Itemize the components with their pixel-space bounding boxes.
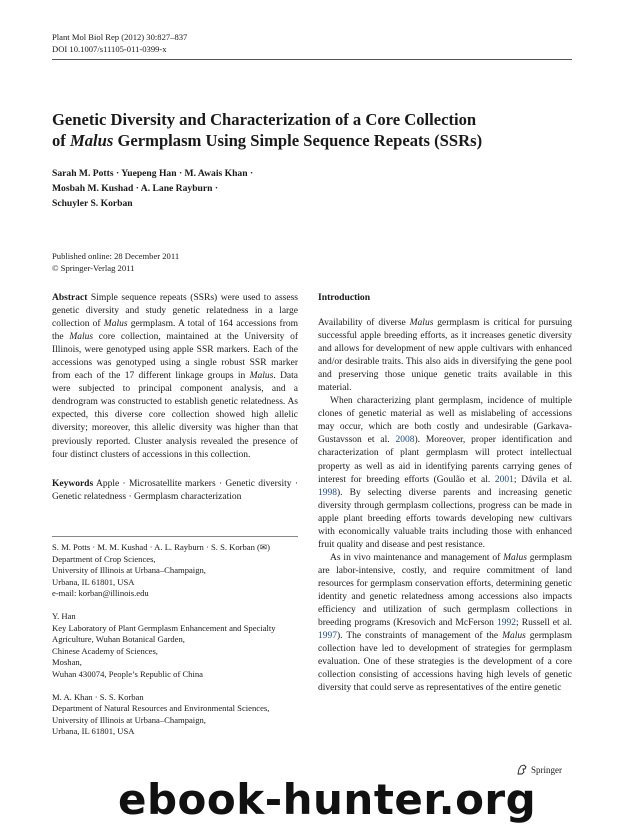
affiliation xyxy=(52,611,298,681)
affiliation xyxy=(52,542,298,600)
affiliation-line: University of Illinois at Urbana–Champaign, xyxy=(52,714,206,725)
affiliation-names: Y. Han xyxy=(52,610,76,621)
right-column xyxy=(318,292,572,695)
keywords-text: Apple · Microsatellite markers · Genetic diversity · Genetic relatedness · Germplasm characterization xyxy=(52,478,298,502)
affiliation-names: S. M. Potts · M. M. Kushad · A. L. Rayburn · S. S. Korban (✉) xyxy=(52,542,270,552)
affiliation xyxy=(52,692,298,738)
keywords xyxy=(52,478,298,504)
author-line: Mosbah M. Kushad · A. Lane Rayburn · xyxy=(52,183,219,194)
affiliation-line: Wuhan 430074, People’s Republic of China xyxy=(52,668,203,679)
springer-horse-icon xyxy=(516,764,528,775)
paragraph: When characterizing plant germplasm, incidence of multiple clones of genetic material as well as mislabeling of accessions may occur, which are both costly and undesirable (Garkava-Gustavsson et al. 2008). Moreover, proper identification and characterization of plant germplasm will protect intellectual property as well as aid in identifying parents carrying genes of interest for breeding efforts (Goulão et al. 2001; Dávila et al. 1998). By selecting diverse parents and increasing genetic diversity through germplasm collections, progress can be made in apple plant breeding efforts towards developing new cultivars with economically valuable traits including those with enhanced fruit quality and disease and pest resistance. xyxy=(318,396,572,550)
title-line-2: of Malus Germplasm Using Simple Sequence Repeats (SSRs) xyxy=(52,131,483,150)
affiliation-line: Chinese Academy of Sciences, xyxy=(52,645,158,656)
publisher-logo xyxy=(516,764,562,775)
paragraph: Availability of diverse Malus germplasm is critical for pursuing successful apple breeding efforts, as it increases genetic diversity and allows for development of new apple cultivars with enhanced and/or desirable traits. This also aids in diversifying the gene pool and preserving those unique genetic traits available in this material. xyxy=(318,318,572,394)
doi: DOI 10.1007/s11105-011-0399-x xyxy=(52,44,167,54)
author-line: Schuyler S. Korban xyxy=(52,198,133,209)
introduction-heading: Introduction xyxy=(318,292,371,303)
watermark: ebook-hunter.org xyxy=(118,775,537,824)
author-list xyxy=(52,166,382,211)
publication-info xyxy=(52,251,179,274)
author-line: Sarah M. Potts · Yuepeng Han · M. Awais Khan · xyxy=(52,168,254,179)
email-link[interactable]: e-mail: korban@illinois.edu xyxy=(52,588,149,599)
copyright: © Springer-Verlag 2011 xyxy=(52,262,135,273)
introduction-body xyxy=(318,317,572,695)
affiliation-line: Department of Natural Resources and Environmental Sciences, xyxy=(52,703,270,714)
affiliation-line: Urbana, IL 61801, USA xyxy=(52,576,135,587)
header-rule xyxy=(52,59,572,60)
citation-link[interactable]: 1998 xyxy=(318,487,337,498)
citation-link[interactable]: 2008 xyxy=(395,435,415,446)
publisher-name: Springer xyxy=(531,764,562,775)
left-column xyxy=(52,292,298,504)
affiliation-rule xyxy=(52,536,298,537)
abstract: Abstract Simple sequence repeats (SSRs) were used to assess genetic diversity and study genetic relatedness in a large collection of Malus germplasm. A total of 164 accessions from the Malus core collection, maintained at the University of Illinois, were genotyped using apple SSR markers. Each of the accessions was genotyped using a single robust SSR marker from each of the 17 different linkage groups in Malus. Data were subjected to principal component analysis, and a dendrogram was constructed to establish genetic relatedness. As expected, this diverse core collection showed high allelic diversity; moreover, this allelic diversity was higher than that previously reported. Cluster analysis revealed the presence of four distinct clusters of accessions in this collection. xyxy=(52,293,299,460)
affiliation-line: Agriculture, Wuhan Botanical Garden, xyxy=(52,634,185,645)
keywords-label: Keywords xyxy=(52,478,94,489)
journal-citation: Plant Mol Biol Rep (2012) 30:827–837 xyxy=(52,32,188,42)
citation-link[interactable]: 1992 xyxy=(497,618,517,629)
citation-link[interactable]: 1997 xyxy=(318,631,337,642)
citation-link[interactable]: 2001 xyxy=(494,474,514,485)
paper-title xyxy=(52,109,572,151)
affiliation-line: Urbana, IL 61801, USA xyxy=(52,726,135,737)
title-line-1: Genetic Diversity and Characterization of a Core Collection xyxy=(52,110,477,129)
journal-header xyxy=(52,31,187,55)
affiliation-names: M. A. Khan · S. S. Korban xyxy=(52,691,144,702)
published-date: Published online: 28 December 2011 xyxy=(52,251,180,261)
paragraph: As in vivo maintenance and management of Malus germplasm are labor-intensive, costly, and require commitment of land resources for germplasm conservation efforts, determining genetic identity and genetic relatedness among accessions also impacts efficiency and utilization of such germplasm collections in breeding programs (Kresovich and McFerson 1992; Russell et al. 1997). The constraints of management of the Malus germplasm collection have led to development of strategies for germplasm evaluation. One of these strategies is the development of a core collection consisting of accessions having high levels of genetic diversity that could serve as representatives of the entire genetic xyxy=(318,552,572,694)
affiliation-line: Key Laboratory of Plant Germplasm Enhancement and Specialty xyxy=(52,622,276,633)
affiliations xyxy=(52,542,298,749)
affiliation-line: University of Illinois at Urbana–Champaign, xyxy=(52,565,206,576)
abstract-label: Abstract xyxy=(52,293,88,303)
affiliation-line: Department of Crop Sciences, xyxy=(52,553,156,564)
affiliation-line: Moshan, xyxy=(52,657,82,668)
